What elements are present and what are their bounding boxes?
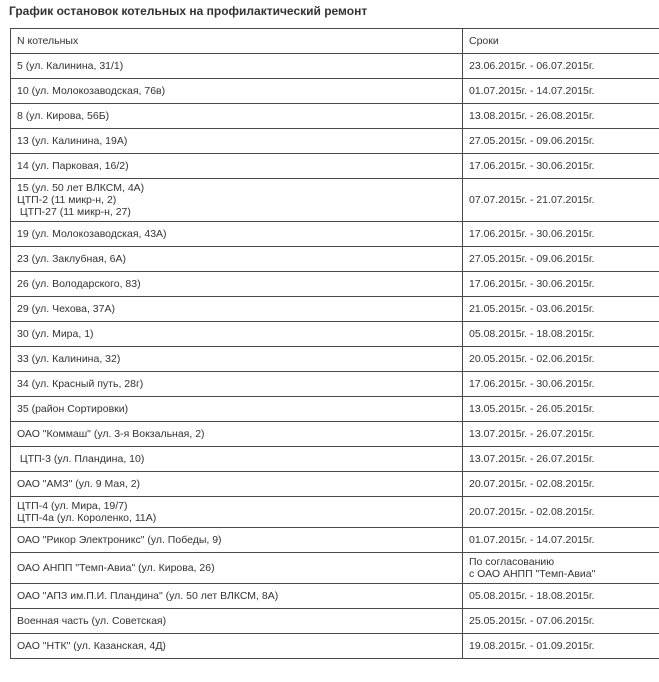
boiler-name-line: 35 (район Сортировки) [17, 403, 129, 415]
boiler-name-cell [11, 272, 463, 297]
boiler-name-cell [11, 129, 463, 154]
period-line: 05.08.2015г. - 18.08.2015г. [469, 328, 595, 340]
period-line: 05.08.2015г. - 18.08.2015г. [469, 590, 595, 602]
schedule-table [10, 28, 659, 659]
boiler-name-line: 23 (ул. Заклубная, 6А) [17, 253, 126, 265]
boiler-name-line: ОАО АНПП "Темп-Авиа" (ул. Кирова, 26) [17, 562, 215, 574]
boiler-name-line: 15 (ул. 50 лет ВЛКСМ, 4А) [17, 182, 145, 194]
period-line: 17.06.2015г. - 30.06.2015г. [469, 378, 595, 390]
table-row [11, 154, 659, 179]
table-row [11, 634, 659, 659]
period-cell [463, 297, 659, 322]
boiler-name-cell [11, 104, 463, 129]
table-row [11, 222, 659, 247]
table-row [11, 397, 659, 422]
period-cell [463, 347, 659, 372]
period-line: 20.07.2015г. - 02.08.2015г. [469, 506, 595, 518]
period-cell [463, 422, 659, 447]
table-row [11, 347, 659, 372]
period-cell [463, 179, 659, 222]
boiler-name-line: ЦТП-4а (ул. Короленко, 11А) [17, 512, 157, 524]
header-period: Сроки [463, 29, 659, 54]
period-cell [463, 54, 659, 79]
period-line: 13.08.2015г. - 26.08.2015г. [469, 110, 595, 122]
period-line: 20.07.2015г. - 02.08.2015г. [469, 478, 595, 490]
period-line: 27.05.2015г. - 09.06.2015г. [469, 253, 595, 265]
period-cell [463, 372, 659, 397]
period-cell [463, 272, 659, 297]
period-line: 17.06.2015г. - 30.06.2015г. [469, 228, 595, 240]
boiler-name-line: Военная часть (ул. Советская) [17, 615, 167, 627]
boiler-name-cell [11, 609, 463, 634]
table-row [11, 272, 659, 297]
boiler-name-cell [11, 584, 463, 609]
period-cell [463, 634, 659, 659]
table-row [11, 372, 659, 397]
boiler-name-line: ОАО "АПЗ им.П.И. Пландина" (ул. 50 лет ВЛКСМ, 8А) [17, 590, 279, 602]
boiler-name-cell [11, 497, 463, 528]
period-cell [463, 397, 659, 422]
period-line: 13.07.2015г. - 26.07.2015г. [469, 453, 595, 465]
table-row [11, 79, 659, 104]
table-row [11, 447, 659, 472]
boiler-name-cell [11, 54, 463, 79]
period-line: 21.05.2015г. - 03.06.2015г. [469, 303, 595, 315]
table-header-row [11, 29, 659, 54]
boiler-name-line: 14 (ул. Парковая, 16/2) [17, 160, 129, 172]
boiler-name-cell [11, 347, 463, 372]
table-row [11, 247, 659, 272]
table-row [11, 609, 659, 634]
table-row [11, 54, 659, 79]
header-boiler-number: N котельных [11, 29, 463, 54]
boiler-name-cell [11, 372, 463, 397]
period-line: с ОАО АНПП "Темп-Авиа" [469, 568, 596, 580]
period-cell [463, 584, 659, 609]
period-line: 25.05.2015г. - 07.06.2015г. [469, 615, 595, 627]
period-line: 20.05.2015г. - 02.06.2015г. [469, 353, 595, 365]
table-row [11, 584, 659, 609]
boiler-name-cell [11, 634, 463, 659]
boiler-name-line: ЦТП-2 (11 микр-н, 2) [17, 194, 117, 206]
boiler-name-line: ОАО "Коммаш" (ул. 3-я Вокзальная, 2) [17, 428, 205, 440]
period-cell [463, 222, 659, 247]
period-cell [463, 447, 659, 472]
table-row [11, 179, 659, 222]
table-row [11, 129, 659, 154]
period-line: 17.06.2015г. - 30.06.2015г. [469, 278, 595, 290]
period-cell [463, 528, 659, 553]
table-row [11, 297, 659, 322]
period-line: 07.07.2015г. - 21.07.2015г. [469, 194, 595, 206]
period-line: 01.07.2015г. - 14.07.2015г. [469, 534, 595, 546]
boiler-name-line: 5 (ул. Калинина, 31/1) [17, 60, 124, 72]
boiler-name-cell [11, 247, 463, 272]
boiler-name-line: 30 (ул. Мира, 1) [17, 328, 94, 340]
period-cell [463, 154, 659, 179]
period-cell [463, 79, 659, 104]
boiler-name-cell [11, 322, 463, 347]
boiler-name-line: ЦТП-27 (11 микр-н, 27) [17, 206, 131, 218]
boiler-name-line: ОАО "АМЗ" (ул. 9 Мая, 2) [17, 478, 141, 490]
period-cell [463, 247, 659, 272]
period-cell [463, 553, 659, 584]
table-row [11, 322, 659, 347]
boiler-name-cell [11, 528, 463, 553]
period-cell [463, 104, 659, 129]
period-line: 27.05.2015г. - 09.06.2015г. [469, 135, 595, 147]
boiler-name-cell [11, 297, 463, 322]
boiler-name-cell [11, 472, 463, 497]
period-line: 13.07.2015г. - 26.07.2015г. [469, 428, 595, 440]
boiler-name-line: ЦТП-3 (ул. Пландина, 10) [17, 453, 145, 465]
boiler-name-cell [11, 553, 463, 584]
boiler-name-line: ОАО "Рикор Электроникс" (ул. Победы, 9) [17, 534, 222, 546]
period-line: 17.06.2015г. - 30.06.2015г. [469, 160, 595, 172]
boiler-name-line: 13 (ул. Калинина, 19А) [17, 135, 128, 147]
boiler-name-line: 10 (ул. Молокозаводская, 76в) [17, 85, 166, 97]
table-row [11, 497, 659, 528]
boiler-name-cell [11, 447, 463, 472]
boiler-name-line: 29 (ул. Чехова, 37А) [17, 303, 115, 315]
boiler-name-line: ОАО "НТК" (ул. Казанская, 4Д) [17, 640, 166, 652]
period-line: 13.05.2015г. - 26.05.2015г. [469, 403, 595, 415]
period-cell [463, 129, 659, 154]
table-row [11, 104, 659, 129]
period-line: 01.07.2015г. - 14.07.2015г. [469, 85, 595, 97]
page-title: График остановок котельных на профилактический ремонт [9, 4, 368, 18]
table-row [11, 528, 659, 553]
table-row [11, 472, 659, 497]
boiler-name-cell [11, 222, 463, 247]
period-cell [463, 497, 659, 528]
boiler-name-line: 34 (ул. Красный путь, 28г) [17, 378, 144, 390]
boiler-name-line: 8 (ул. Кирова, 56Б) [17, 110, 110, 122]
boiler-name-line: 33 (ул. Калинина, 32) [17, 353, 121, 365]
table-row [11, 553, 659, 584]
boiler-name-cell [11, 79, 463, 104]
period-cell [463, 322, 659, 347]
table-row [11, 422, 659, 447]
boiler-name-cell [11, 397, 463, 422]
boiler-name-line: 26 (ул. Володарского, 83) [17, 278, 141, 290]
boiler-name-line: 19 (ул. Молокозаводская, 43А) [17, 228, 167, 240]
boiler-name-cell [11, 422, 463, 447]
boiler-name-cell [11, 154, 463, 179]
period-line: По согласованию [469, 556, 555, 568]
boiler-name-cell [11, 179, 463, 222]
period-line: 19.08.2015г. - 01.09.2015г. [469, 640, 595, 652]
period-cell [463, 609, 659, 634]
period-line: 23.06.2015г. - 06.07.2015г. [469, 60, 595, 72]
boiler-name-line: ЦТП-4 (ул. Мира, 19/7) [17, 500, 128, 512]
period-cell [463, 472, 659, 497]
